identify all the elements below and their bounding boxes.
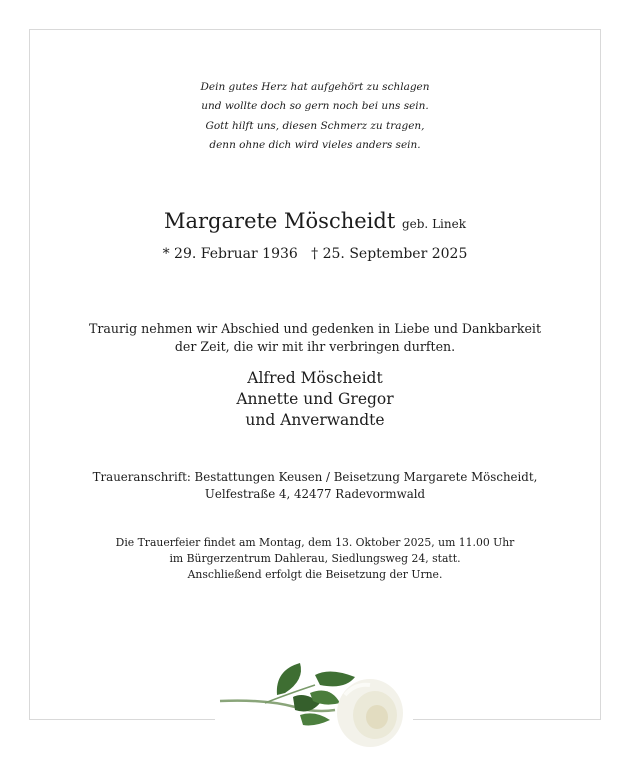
poem-line: und wollte doch so gern noch bei uns sein. — [201, 100, 429, 112]
poem-line: Dein gutes Herz hat aufgehört zu schlagen — [200, 81, 430, 93]
mourner: Alfred Möscheidt — [247, 369, 383, 387]
address-line: Uelfestraße 4, 42477 Radevormwald — [204, 487, 426, 501]
ceremony-line: Die Trauerfeier findet am Montag, dem 13. Oktober 2025, um 11.00 Uhr — [115, 536, 515, 549]
deceased-name: Margarete Möscheidt — [164, 209, 396, 233]
mourner: und Anverwandte — [245, 411, 385, 429]
poem-line: denn ohne dich wird vieles anders sein. — [209, 139, 421, 151]
white-rose-image — [205, 655, 405, 755]
frame-bottom-right — [413, 719, 601, 720]
ceremony-line: Anschließend erfolgt die Beisetzung der Urne. — [187, 568, 443, 581]
address-line: Traueranschrift: Bestattungen Keusen / Beisetzung Margarete Möscheidt, — [92, 470, 538, 484]
life-dates — [0, 246, 630, 262]
death-date: † 25. September 2025 — [311, 246, 468, 262]
maiden-name: geb. Linek — [401, 217, 466, 231]
birth-date: * 29. Februar 1936 — [162, 246, 298, 262]
deceased-name-line — [0, 209, 630, 233]
mourner: Annette und Gregor — [236, 390, 394, 408]
message-line: Traurig nehmen wir Abschied und gedenken in Liebe und Dankbarkeit — [88, 321, 542, 336]
ceremony-line: im Bürgerzentrum Dahlerau, Siedlungsweg 24, statt. — [169, 552, 461, 565]
frame-bottom-left — [29, 719, 215, 720]
poem-line: Gott hilft uns, diesen Schmerz zu tragen, — [205, 120, 425, 132]
message-line: der Zeit, die wir mit ihr verbringen durften. — [174, 339, 456, 354]
